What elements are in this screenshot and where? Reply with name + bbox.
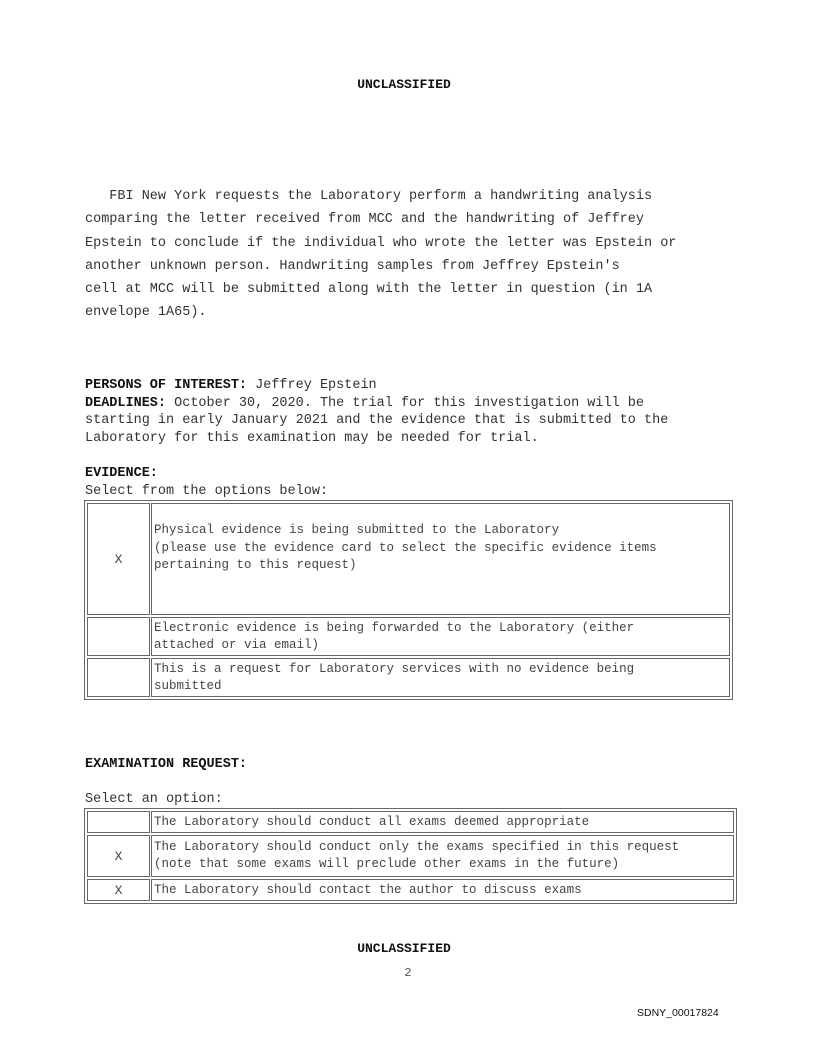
evidence-option-text-line: Physical evidence is being submitted to the Laboratory xyxy=(154,523,560,537)
evidence-option-text-line: (please use the evidence card to select the specific evidence items xyxy=(154,540,657,555)
header-classification: UNCLASSIFIED xyxy=(357,77,451,92)
evidence-option-3-checkbox[interactable] xyxy=(87,658,150,697)
intro-line: envelope 1A65). xyxy=(85,305,207,321)
evidence-option-2-checkbox[interactable] xyxy=(87,617,150,656)
evidence-option-3-text xyxy=(151,658,730,697)
exam-option-3-checkbox[interactable]: X xyxy=(87,879,150,901)
exam-option-1-checkbox[interactable] xyxy=(87,811,150,833)
evidence-label: EVIDENCE: xyxy=(85,466,158,481)
footer-classification: UNCLASSIFIED xyxy=(357,941,451,956)
evidence-option-text-line: attached or via email) xyxy=(154,637,320,652)
exam-heading xyxy=(85,756,745,774)
evidence-option-text-line: This is a request for Laboratory services with no evidence being xyxy=(154,662,635,676)
persons-deadlines-block xyxy=(85,377,745,447)
exam-option-text-line: The Laboratory should conduct only the exams specified in this request xyxy=(154,840,680,854)
exam-option-text-line: (note that some exams will preclude other exams in the future) xyxy=(154,857,620,871)
evidence-option-2-text xyxy=(151,617,730,656)
exam-instruction: Select an option: xyxy=(85,792,223,807)
intro-line: comparing the letter received from MCC and the handwriting of Jeffrey xyxy=(85,212,644,228)
intro-paragraph xyxy=(85,185,745,325)
evidence-option-1-text xyxy=(151,503,730,615)
exam-option-1-text xyxy=(151,811,734,833)
deadlines-continuation: starting in early January 2021 and the evidence that is submitted to the xyxy=(85,413,669,429)
exam-label: EXAMINATION REQUEST: xyxy=(85,757,248,772)
intro-line: cell at MCC will be submitted along with the letter in question (in 1A xyxy=(85,282,653,298)
exam-option-text-line: The Laboratory should conduct all exams deemed appropriate xyxy=(154,815,590,829)
evidence-option-text-line: submitted xyxy=(154,678,222,693)
persons-of-interest-line xyxy=(85,377,745,395)
page-number: 2 xyxy=(404,966,412,980)
exam-option-3-text xyxy=(151,879,734,901)
intro-line: FBI New York requests the Laboratory perform a handwriting analysis xyxy=(85,189,653,204)
intro-line: another unknown person. Handwriting samples from Jeffrey Epstein's xyxy=(85,258,620,274)
intro-line: Epstein to conclude if the individual who wrote the letter was Epstein or xyxy=(85,235,677,251)
exam-option-2-checkbox[interactable]: X xyxy=(87,835,150,877)
exam-option-2-text xyxy=(151,835,734,877)
evidence-option-text-line: pertaining to this request) xyxy=(154,558,357,572)
deadlines-value: October 30, 2020. The trial for this investigation will be xyxy=(166,395,644,411)
evidence-heading-block xyxy=(85,465,745,500)
evidence-option-text-line: Electronic evidence is being forwarded to the Laboratory (either xyxy=(154,621,635,635)
evidence-instruction: Select from the options below: xyxy=(85,483,329,499)
evidence-option-1-checkbox[interactable]: X xyxy=(87,503,150,615)
exam-instruction-block xyxy=(85,791,745,809)
deadlines-label: DEADLINES: xyxy=(85,395,167,411)
deadlines-line xyxy=(85,395,745,413)
persons-value: Jeffrey Epstein xyxy=(247,378,377,393)
persons-label: PERSONS OF INTEREST: xyxy=(85,378,248,393)
deadlines-continuation: Laboratory for this examination may be needed for trial. xyxy=(85,430,539,446)
bates-number: SDNY_00017824 xyxy=(637,1007,719,1019)
exam-option-text-line: The Laboratory should contact the author to discuss exams xyxy=(154,883,582,897)
